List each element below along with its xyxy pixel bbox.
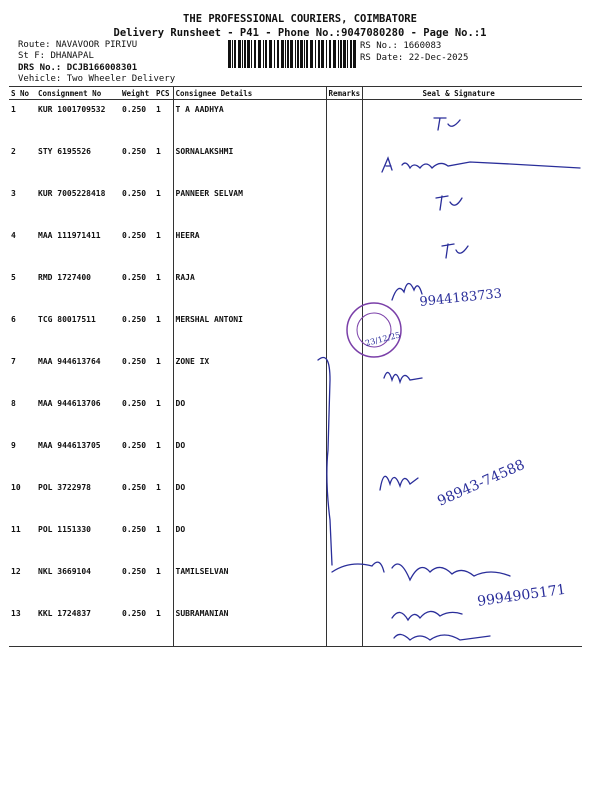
row-remarks — [326, 226, 362, 268]
row-consignment-no: KUR 7005228418 — [38, 189, 106, 198]
row-seal-signature — [362, 100, 582, 143]
row-weight: 0.250 — [122, 441, 147, 450]
col-remarks: Remarks — [326, 87, 362, 100]
row-pcs: 1 — [156, 567, 161, 576]
row-sno: 6 — [11, 315, 16, 324]
row-pcs: 1 — [156, 441, 161, 450]
row-sno: 5 — [11, 273, 16, 282]
vehicle-label: Vehicle: Two Wheeler Delivery — [18, 74, 176, 84]
row-pcs: 1 — [156, 147, 161, 156]
row-weight: 0.250 — [122, 357, 147, 366]
row-seal-signature — [362, 184, 582, 226]
table-row — [9, 352, 582, 394]
row-consignment-no: KKL 1724837 — [36, 604, 120, 647]
row-consignee: SUBRAMANIAN — [173, 604, 326, 647]
row-sno: 12 — [11, 567, 21, 576]
row-consignment-no: RMD 1727400 — [38, 273, 91, 282]
row-sno: 3 — [11, 189, 16, 198]
rs-date: RS Date: 22-Dec-2025 — [360, 53, 469, 63]
table-row — [9, 562, 582, 604]
row-sno: 11 — [11, 525, 21, 534]
row-consignee: MERSHAL ANTONI — [173, 310, 326, 352]
runsheet-subtitle: Delivery Runsheet - P41 - Phone No.:9047080280 - Page No.:1 — [113, 27, 487, 39]
row-sno: 13 — [9, 604, 36, 647]
row-sno: 2 — [11, 147, 16, 156]
row-remarks — [326, 604, 362, 647]
row-seal-signature — [362, 310, 582, 352]
row-seal-signature — [362, 226, 582, 268]
row-seal-signature — [362, 268, 582, 310]
row-pcs: 1 — [154, 604, 173, 647]
row-consignee: DO — [173, 436, 326, 478]
col-sno: S No — [9, 87, 36, 100]
row-pcs: 1 — [156, 273, 161, 282]
row-consignment-no: STY 6195526 — [38, 147, 91, 156]
row-consignment-no: MAA 944613706 — [38, 399, 101, 408]
row-weight: 0.250 — [122, 525, 147, 534]
table-row — [9, 226, 582, 268]
row-remarks — [326, 268, 362, 310]
row-consignment-no: POL 1151330 — [38, 525, 91, 534]
row-consignee: DO — [173, 520, 326, 562]
row-seal-signature — [362, 142, 582, 184]
handwritten-phone-1: 9944183733 — [418, 286, 503, 310]
row-sno: 9 — [11, 441, 16, 450]
row-consignment-no: POL 3722978 — [38, 483, 91, 492]
row-consignment-no: MAA 944613705 — [38, 441, 101, 450]
col-seal: Seal & Signature — [362, 87, 582, 100]
row-remarks — [326, 520, 362, 562]
table-row — [9, 604, 582, 647]
table-row — [9, 100, 582, 143]
row-sno: 7 — [11, 357, 16, 366]
row-seal-signature — [362, 520, 582, 562]
row-pcs: 1 — [156, 399, 161, 408]
row-consignment-no: KUR 1001709532 — [38, 105, 106, 114]
row-remarks — [326, 100, 362, 143]
row-remarks — [326, 142, 362, 184]
row-sno: 8 — [11, 399, 16, 408]
col-pcs: PCS — [154, 87, 173, 100]
route-label: Route: NAVAVOOR PIRIVU — [18, 40, 138, 50]
row-consignee: PANNEER SELVAM — [173, 184, 326, 226]
row-sno: 1 — [11, 105, 16, 114]
handwritten-phone-3: 9994905171 — [476, 581, 567, 610]
row-remarks — [326, 562, 362, 604]
row-pcs: 1 — [156, 483, 161, 492]
table-row — [9, 478, 582, 520]
table-row — [9, 268, 582, 310]
table-row — [9, 394, 582, 436]
col-consignment: Consignment No — [36, 87, 120, 100]
row-seal-signature — [362, 352, 582, 394]
row-sno: 4 — [11, 231, 16, 240]
row-pcs: 1 — [156, 357, 161, 366]
row-pcs: 1 — [156, 525, 161, 534]
row-weight: 0.250 — [122, 483, 147, 492]
row-seal-signature — [362, 604, 582, 647]
row-seal-signature — [362, 394, 582, 436]
row-seal-signature — [362, 478, 582, 520]
row-weight: 0.250 — [122, 105, 147, 114]
col-weight: Weight — [120, 87, 154, 100]
row-remarks — [326, 394, 362, 436]
drs-number: DRS No.: DCJB166008301 — [18, 63, 138, 73]
table-row — [9, 142, 582, 184]
table-header-row — [9, 87, 582, 100]
col-consignee: Consignee Details — [173, 87, 326, 100]
row-weight: 0.250 — [122, 273, 147, 282]
row-consignee: DO — [173, 478, 326, 520]
row-weight: 0.250 — [122, 189, 147, 198]
row-consignee: T A AADHYA — [173, 100, 326, 143]
table-row — [9, 520, 582, 562]
row-remarks — [326, 310, 362, 352]
row-weight: 0.250 — [122, 315, 147, 324]
row-consignment-no: TCG 80017511 — [38, 315, 96, 324]
row-weight: 0.250 — [122, 567, 147, 576]
row-remarks — [326, 184, 362, 226]
row-weight: 0.250 — [122, 147, 147, 156]
handwritten-date: 23/12/25 — [364, 330, 402, 348]
row-weight: 0.250 — [122, 399, 147, 408]
staff-label: St F: DHANAPAL — [18, 51, 94, 61]
row-remarks — [326, 436, 362, 478]
row-consignment-no: MAA 111971411 — [38, 231, 101, 240]
row-consignment-no: NKL 3669104 — [38, 567, 91, 576]
row-pcs: 1 — [156, 105, 161, 114]
row-pcs: 1 — [156, 231, 161, 240]
row-consignment-no: MAA 944613764 — [38, 357, 101, 366]
row-consignee: HEERA — [173, 226, 326, 268]
row-remarks — [326, 352, 362, 394]
row-consignee: ZONE IX — [173, 352, 326, 394]
row-consignee: RAJA — [173, 268, 326, 310]
runsheet-table — [9, 86, 582, 647]
row-consignee: DO — [173, 394, 326, 436]
company-title: THE PROFESSIONAL COURIERS, COIMBATORE — [183, 13, 417, 25]
row-consignee: SORNALAKSHMI — [173, 142, 326, 184]
row-seal-signature — [362, 436, 582, 478]
handwritten-phone-2: 98943-74588 — [435, 456, 528, 510]
row-pcs: 1 — [156, 315, 161, 324]
barcode — [228, 40, 356, 68]
row-weight: 0.250 — [120, 604, 154, 647]
table-row — [9, 184, 582, 226]
row-sno: 10 — [11, 483, 21, 492]
row-seal-signature — [362, 562, 582, 604]
table-row — [9, 436, 582, 478]
row-consignee: TAMILSELVAN — [173, 562, 326, 604]
row-remarks — [326, 478, 362, 520]
table-row — [9, 310, 582, 352]
rs-number: RS No.: 1660083 — [360, 41, 442, 51]
row-weight: 0.250 — [122, 231, 147, 240]
row-pcs: 1 — [156, 189, 161, 198]
